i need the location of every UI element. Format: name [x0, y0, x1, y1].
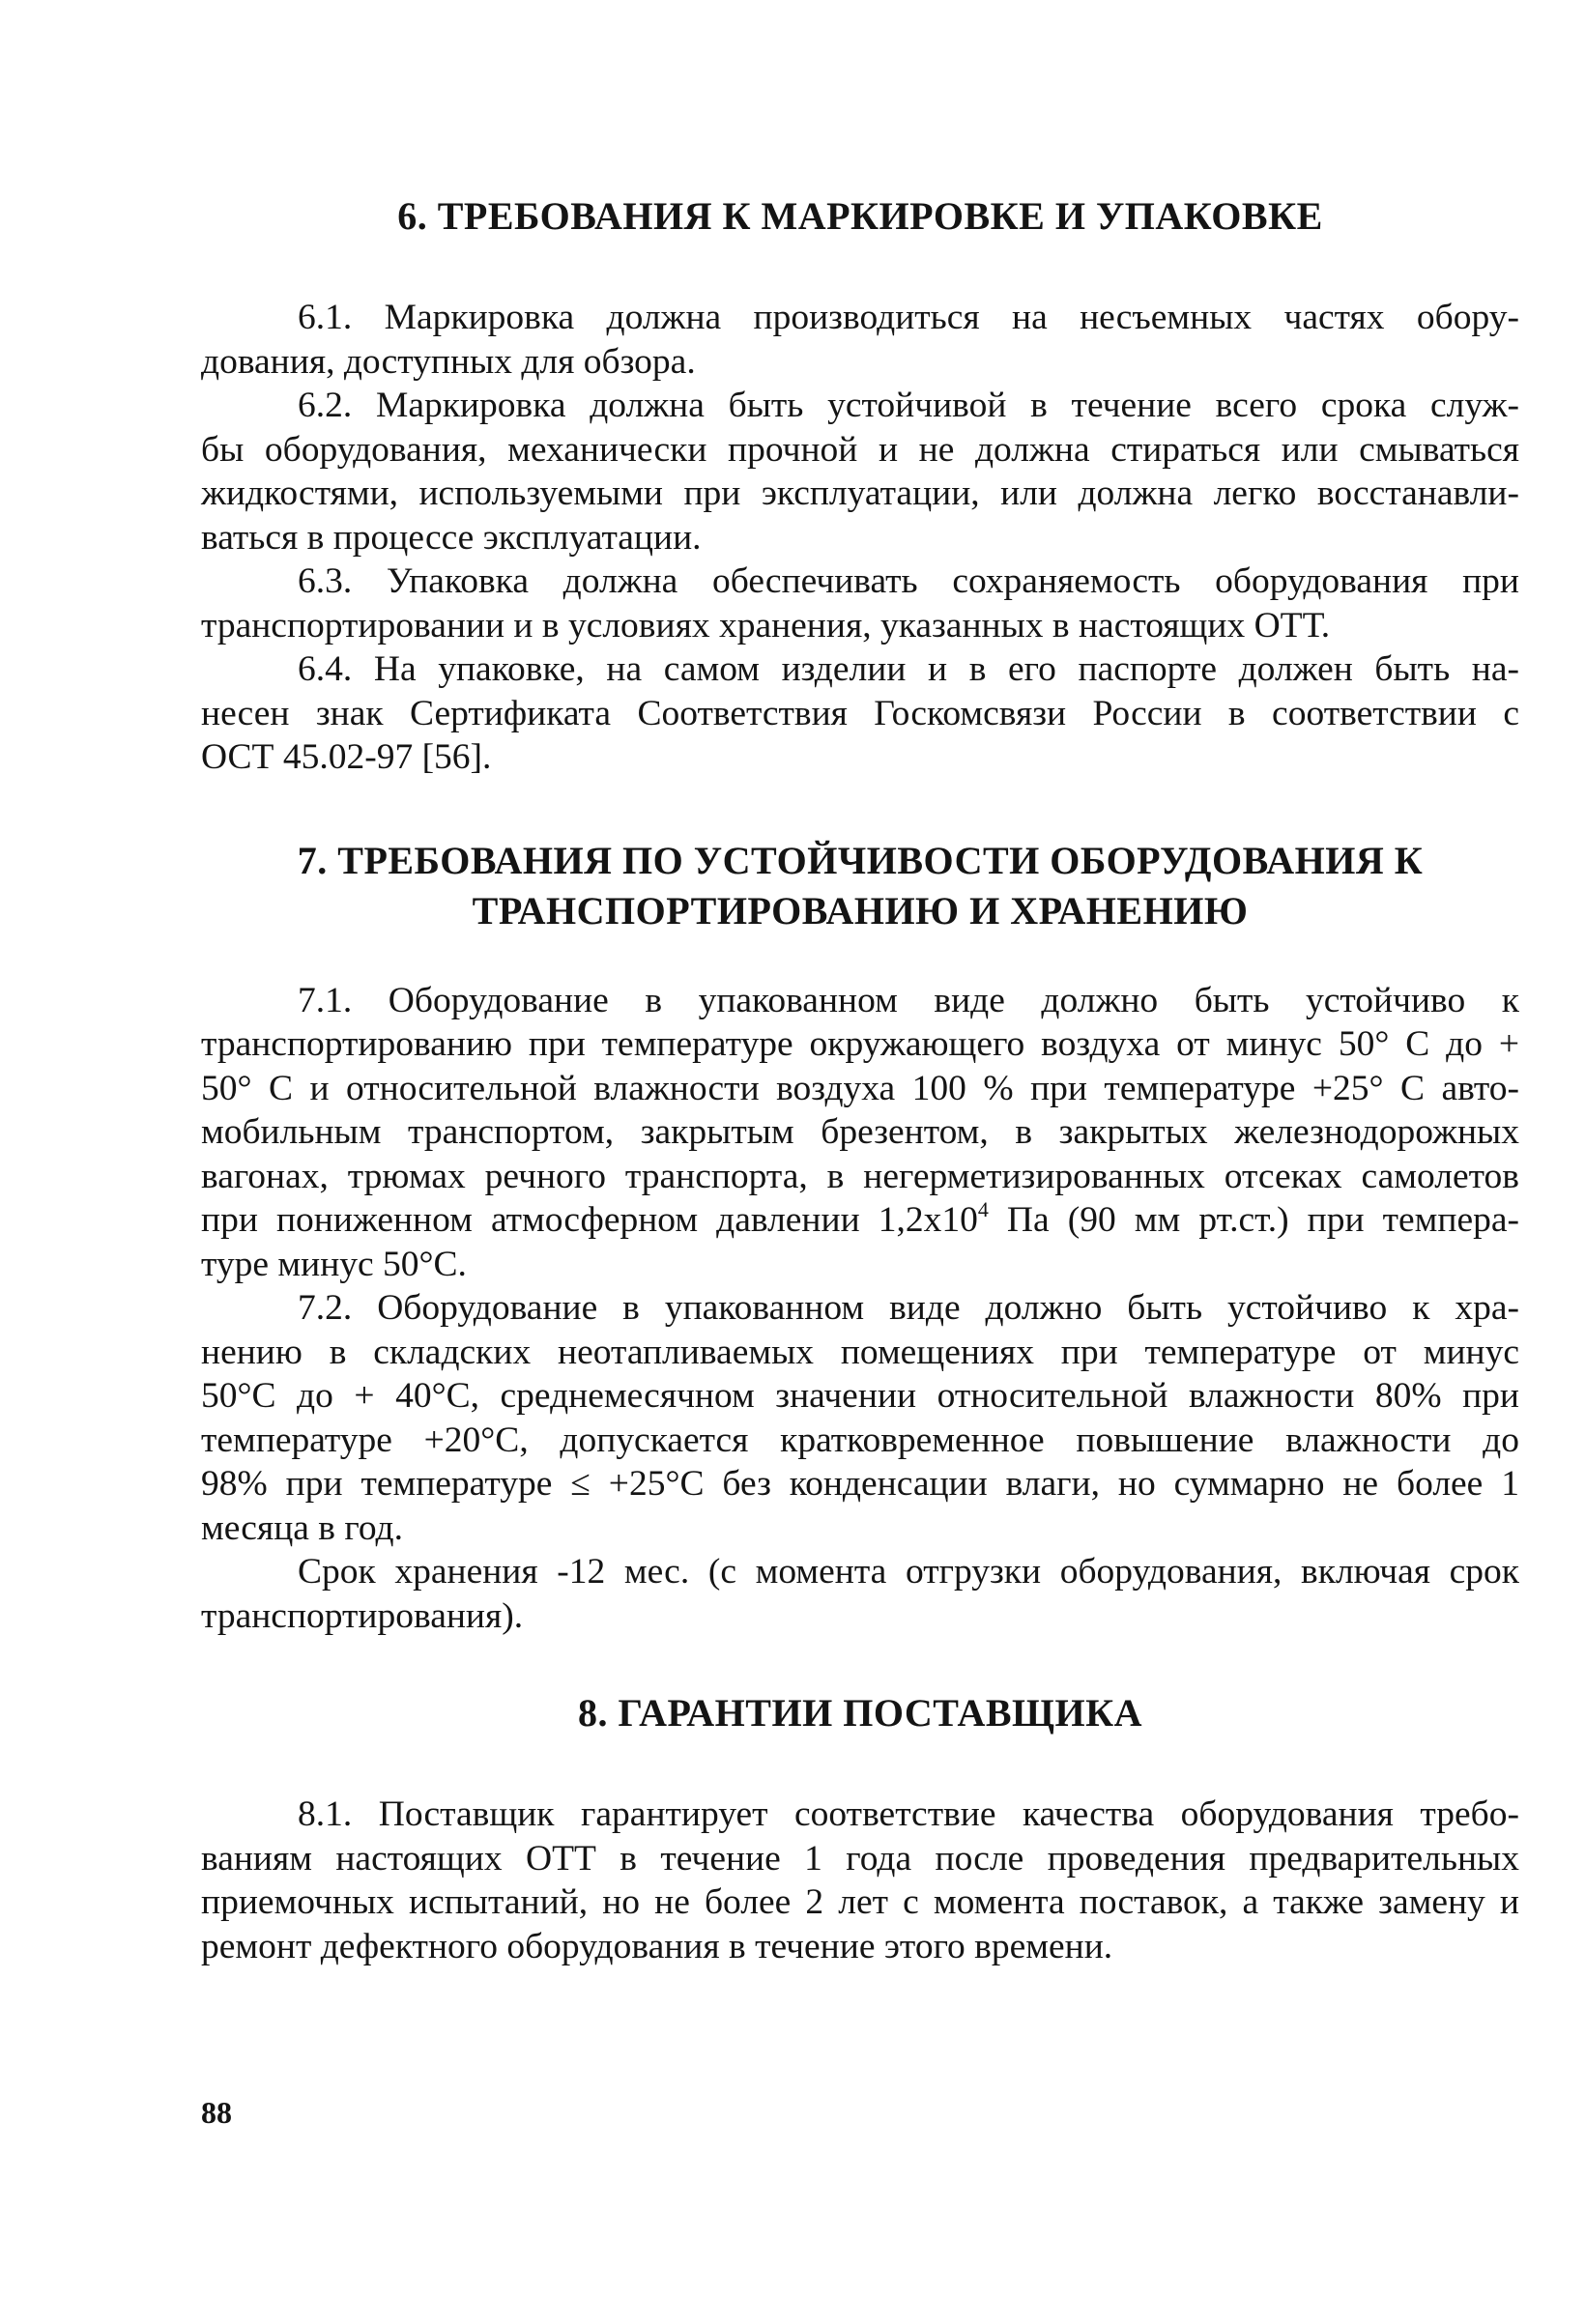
text-line: 7.2. Оборудование в упакованном виде должно быть устойчиво к хра- — [298, 1288, 1519, 1328]
pressure-exponent: 4 — [977, 1197, 989, 1221]
section-7-heading-line-1: 7. ТРЕБОВАНИЯ ПО УСТОЙЧИВОСТИ ОБОРУДОВАНИЯ К — [297, 838, 1424, 882]
text-line: дования, доступных для обзора. — [201, 341, 696, 382]
text-line: нению в складских неотапливаемых помещениях при температуре от минус — [201, 1332, 1519, 1372]
pressure-text-before: при пониженном атмосферном давлении 1,2x10 — [201, 1200, 978, 1240]
section-6-heading: 6. ТРЕБОВАНИЯ К МАРКИРОВКЕ И УПАКОВКЕ — [397, 194, 1323, 238]
text-line: Срок хранения -12 мес. (с момента отгрузки оборудования, включая срок — [298, 1552, 1519, 1592]
text-line: жидкостями, используемыми при эксплуатации, или должна легко восстанавли- — [201, 473, 1519, 513]
text-line: 98% при температуре ≤ +25°С без конденсации влаги, но суммарно не более 1 — [201, 1464, 1519, 1504]
text-line: вагонах, трюмах речного транспорта, в негерметизированных отсеках самолетов — [201, 1156, 1519, 1196]
text-line: 6.2. Маркировка должна быть устойчивой в течение всего срока служ- — [298, 386, 1519, 425]
text-line: туре минус 50°С. — [201, 1244, 467, 1284]
text-line: бы оборудования, механически прочной и не должна стираться или смываться — [201, 429, 1519, 470]
text-line: мобильным транспортом, закрытым брезентом, в закрытых железнодорожных — [201, 1112, 1519, 1152]
paragraph-6-4 — [201, 647, 1519, 780]
text-line: ремонт дефектного оборудования в течение этого времени. — [201, 1926, 1113, 1966]
page-content — [201, 191, 1519, 1968]
text-line: 50°С до + 40°С, среднемесячном значении относительной влажности 80% при — [201, 1376, 1519, 1416]
text-line: 6.4. На упаковке, на самом изделии и в его паспорте должен быть на- — [298, 649, 1519, 689]
text-line: 8.1. Поставщик гарантирует соответствие качества оборудования требо- — [298, 1794, 1519, 1834]
paragraph-7-1 — [201, 979, 1519, 1287]
pressure-text-line — [201, 1198, 1519, 1243]
paragraph-storage-term — [201, 1550, 1519, 1638]
paragraph-6-2 — [201, 384, 1519, 559]
text-line: 50° С и относительной влажности воздуха 100 % при температуре +25° С авто- — [201, 1068, 1519, 1108]
text-line: ваниям настоящих ОТТ в течение 1 года после проведения предварительных — [201, 1838, 1519, 1879]
section-7-heading-line-2: ТРАНСПОРТИРОВАНИЮ И ХРАНЕНИЮ — [472, 888, 1249, 932]
paragraph-8-1 — [201, 1793, 1519, 1968]
text-line: ваться в процессе эксплуатации. — [201, 517, 702, 558]
text-line: транспортированию при температуре окружающего воздуха от минус 50° С до + — [201, 1024, 1519, 1064]
pressure-text-after: Па (90 мм рт.ст.) при темпера- — [988, 1200, 1519, 1240]
paragraph-6-3 — [201, 559, 1519, 647]
text-line: транспортировании и в условиях хранения, указанных в настоящих ОТТ. — [201, 605, 1331, 646]
text-line: 6.1. Маркировка должна производиться на несъемных частях обору- — [298, 298, 1519, 337]
text-line: транспортирования). — [201, 1595, 524, 1636]
text-line: месяца в год. — [201, 1507, 403, 1548]
text-line: приемочных испытаний, но не более 2 лет с момента поставок, а также замену и — [201, 1882, 1519, 1922]
paragraph-6-1 — [201, 296, 1519, 384]
text-line: 6.3. Упаковка должна обеспечивать сохраняемость оборудования при — [298, 561, 1519, 601]
paragraph-7-2 — [201, 1286, 1519, 1550]
text-line: несен знак Сертификата Соответствия Госкомсвязи России в соответствии с — [201, 693, 1519, 733]
text-line: температуре +20°С, допускается кратковременное повышение влажности до — [201, 1420, 1519, 1460]
section-8-heading: 8. ГАРАНТИИ ПОСТАВЩИКА — [578, 1691, 1142, 1735]
section-7-heading — [201, 836, 1519, 936]
text-line: 7.1. Оборудование в упакованном виде должно быть устойчиво к — [298, 980, 1519, 1020]
page-number: 88 — [201, 2095, 232, 2130]
text-line: ОСТ 45.02-97 [56]. — [201, 737, 492, 777]
